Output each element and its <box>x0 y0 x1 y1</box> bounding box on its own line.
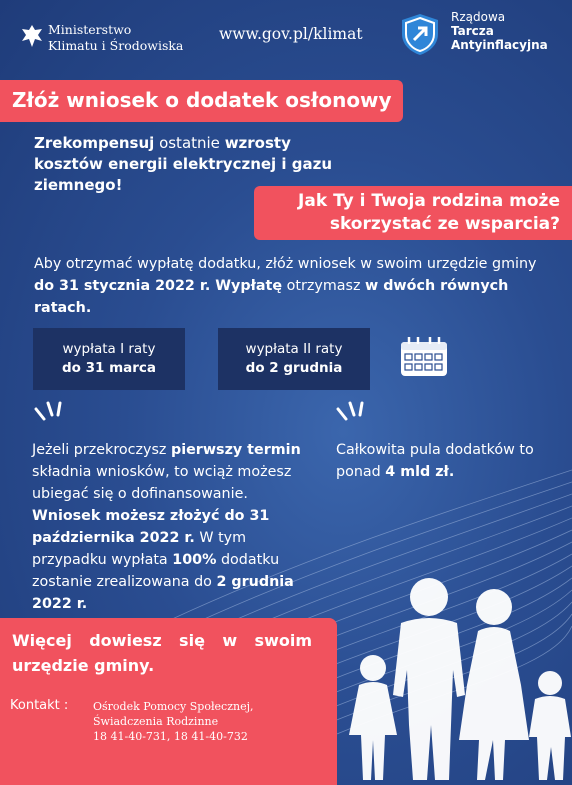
website-url: www.gov.pl/klimat <box>219 25 363 43</box>
installment-1-label: wypłata I raty <box>62 341 156 357</box>
late-normal-3: W tym przypadku wypłata <box>32 530 247 568</box>
contact-line1: Ośrodek Pomocy Społecznej, <box>93 700 254 713</box>
apply-normal-1: Aby otrzymać wypłatę dodatku, złóż wniosek w swoim urzędzie gminy <box>34 256 537 272</box>
ministry-name-line1: Ministerstwo <box>48 22 132 37</box>
installment-1-date: do 31 marca <box>61 360 157 376</box>
apply-deadline: do 31 stycznia 2022 r. Wypłatę <box>34 278 283 294</box>
apply-installments: w dwóch równych ratach. <box>34 278 509 316</box>
page-title: Złóż wniosek o dodatek osłonowy <box>12 88 392 112</box>
late-normal-2: składnia wniosków, to wciąż możesz ubiegać się o dofinansowanie. <box>32 464 292 502</box>
spark-icon <box>32 399 66 425</box>
installment-2-label: wypłata II raty <box>245 341 343 357</box>
pool-text <box>336 439 536 483</box>
spark-icon <box>334 399 368 425</box>
late-normal-4: dodatku zostanie zrealizowana do <box>32 552 280 590</box>
intro-bold-2: wzrosty kosztów energii elektrycznej i gazu ziemnego! <box>34 134 333 194</box>
installment-1-box <box>33 328 185 390</box>
apply-text <box>34 253 544 319</box>
more-info-text: Więcej dowiesz się w swoim urzędzie gminy. <box>12 631 312 675</box>
late-normal-1: Jeżeli przekroczysz <box>32 442 171 458</box>
intro-normal: ostatnie <box>154 134 225 152</box>
late-application-text <box>32 439 310 615</box>
late-first-deadline: pierwszy termin <box>170 442 301 458</box>
question-line2: skorzystać ze wsparcia? <box>329 214 560 234</box>
late-payment-date: 2 grudnia 2022 r. <box>32 574 294 612</box>
eagle-icon <box>20 23 44 49</box>
calendar-icon <box>399 336 449 378</box>
pool-normal: Całkowita pula dodatków to ponad <box>336 442 534 480</box>
contact-label: Kontakt : <box>10 698 69 713</box>
installment-2-date: do 2 grudnia <box>245 360 343 376</box>
question-banner <box>254 186 572 240</box>
ministry-name-line2: Klimatu i Środowiska <box>48 38 184 53</box>
brand-line3: Antyinflacyjna <box>451 38 548 52</box>
intro-bold-1: Zrekompensuj <box>34 134 155 152</box>
ministry-logo <box>20 20 210 54</box>
question-line1: Jak Ty i Twoja rodzina może <box>298 191 560 211</box>
pool-amount: 4 mld zł. <box>385 464 455 480</box>
shield-brand <box>398 10 568 60</box>
installment-2-box <box>218 328 370 390</box>
title-banner <box>0 80 403 122</box>
family-silhouette-image <box>345 575 572 785</box>
shield-icon <box>398 12 442 56</box>
apply-normal-2: otrzymasz <box>282 278 366 294</box>
brand-line2: Tarcza <box>451 24 494 38</box>
contact-phones: 18 41-40-731, 18 41-40-732 <box>93 730 248 743</box>
late-percent: 100% <box>172 552 217 568</box>
contact-line2: Świadczenia Rodzinne <box>93 715 219 728</box>
more-info-banner <box>0 618 337 785</box>
late-new-deadline: Wniosek możesz złożyć do 31 października 2022 r. <box>32 508 270 546</box>
brand-line1: Rządowa <box>451 10 506 24</box>
